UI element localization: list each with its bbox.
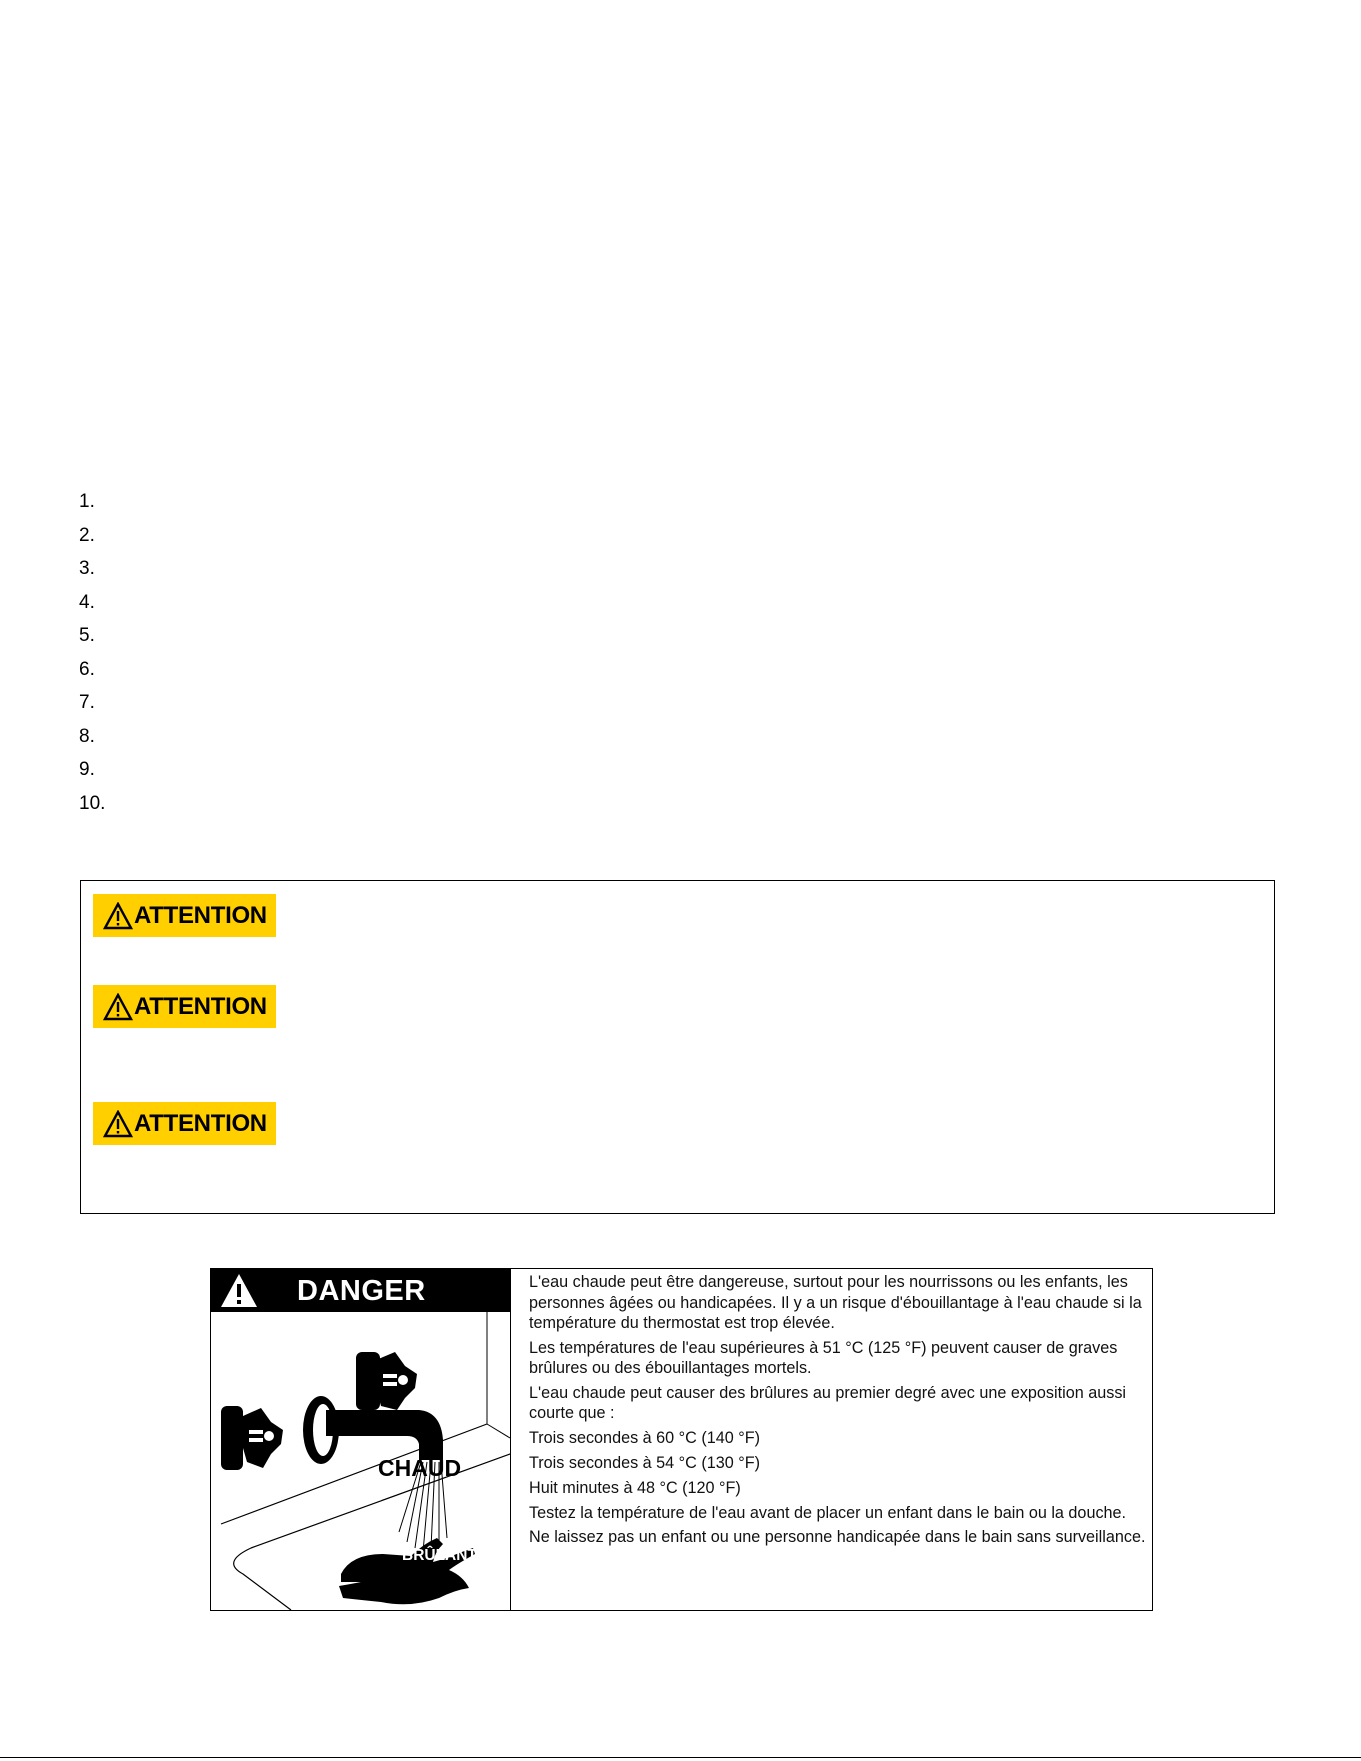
list-item: 5.	[79, 625, 95, 646]
list-item: 9.	[79, 759, 95, 780]
hot-label: CHAUD	[378, 1455, 462, 1481]
attention-label: ATTENTION	[134, 901, 267, 929]
numbered-list	[79, 488, 279, 823]
danger-paragraph: Testez la température de l'eau avant de placer un enfant dans le bain ou la douche.	[529, 1503, 1127, 1522]
attention-badge	[93, 985, 276, 1028]
danger-paragraph: Trois secondes à 60 °C (140 °F)	[529, 1428, 760, 1447]
danger-paragraph: Trois secondes à 54 °C (130 °F)	[529, 1453, 760, 1472]
attention-badge	[93, 1102, 276, 1145]
warning-triangle-icon	[103, 993, 133, 1021]
scalding-label: BRÛLANT	[402, 1547, 477, 1564]
list-item: 7.	[79, 692, 95, 713]
attention-box	[80, 880, 1275, 1214]
list-item: 6.	[79, 658, 95, 680]
danger-paragraph: L'eau chaude peut causer des brûlures au premier degré avec une exposition aussi courte que :	[529, 1383, 1127, 1422]
warning-triangle-icon	[103, 902, 133, 930]
scalding-water-faucet-icon	[211, 1312, 510, 1610]
attention-label: ATTENTION	[134, 992, 267, 1020]
attention-label: ATTENTION	[134, 1109, 267, 1137]
list-item: 2.	[79, 524, 95, 546]
list-item: 3.	[79, 558, 95, 579]
list-item: 4.	[79, 591, 95, 613]
footer-rule	[0, 1757, 1361, 1758]
danger-paragraph: Ne laissez pas un enfant ou une personne handicapée dans le bain sans surveillance.	[529, 1528, 1146, 1546]
danger-text	[529, 1272, 1149, 1552]
danger-header	[211, 1269, 510, 1312]
warning-triangle-icon	[219, 1272, 259, 1309]
warning-triangle-icon	[103, 1110, 133, 1138]
danger-paragraph: Huit minutes à 48 °C (120 °F)	[529, 1478, 741, 1497]
danger-panel	[210, 1268, 1153, 1611]
danger-paragraph: Les températures de l'eau supérieures à 51 °C (125 °F) peuvent causer de graves brûlures ou des ébouillantages mortels.	[529, 1338, 1118, 1377]
danger-paragraph: L'eau chaude peut être dangereuse, surtout pour les nourrissons ou les enfants, les personnes âgées ou handicapées. Il y a un risque d'ébouillantage à l'eau chaude si la température du thermostat est trop élevée.	[529, 1273, 1142, 1332]
attention-badge	[93, 894, 276, 937]
list-item: 1.	[79, 491, 95, 512]
danger-illustration-panel	[211, 1269, 511, 1610]
list-item: 8.	[79, 725, 95, 747]
list-item: 10.	[79, 792, 106, 814]
danger-title: DANGER	[297, 1275, 426, 1307]
